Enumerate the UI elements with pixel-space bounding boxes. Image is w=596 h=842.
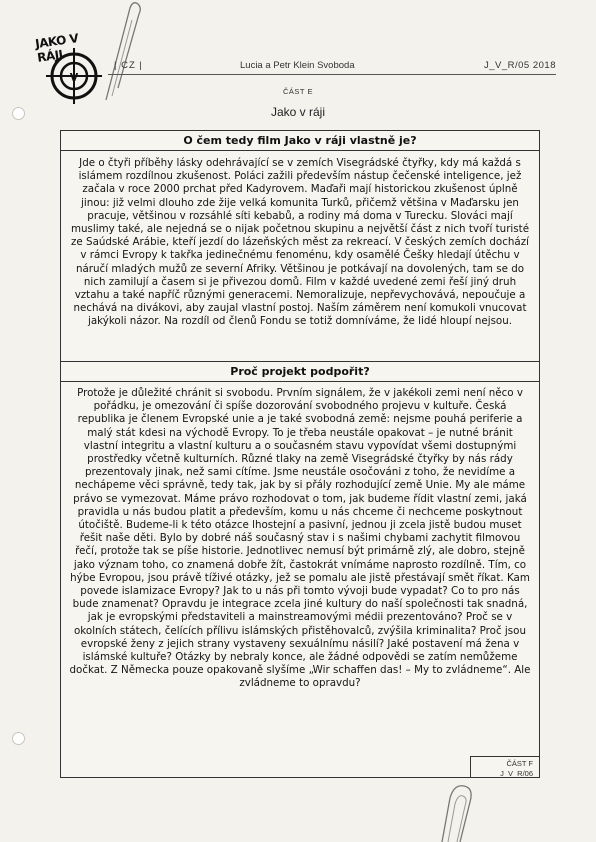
- language-tag: | CZ |: [114, 60, 143, 71]
- paper-clip-bottom-icon: [430, 780, 480, 842]
- section1-body: Jde o čtyři příběhy lásky odehrávající se v zemích Visegrádské čtyřky, kdy má každá s islámem rozdílnou zkušenost. Poláci zažili především nástup čečenské inteligence, jež začala v roce 2000 prchat před Kadyrovem. Maďaři mají historickou zkušenost úplně jinou: již velmi dlouho zde žije velká komunita Turků, přičemž většina v Maďarsku jen pracuje, většinou v rozsáhlé síti kebabů, a rodiny má doma v Turecku. Slováci mají muslimy také, ale nejedná se o nijak početnou skupinu a největší část z nich tvoří turisté ze Saúdské Arábie, kteří jezdí do lázeňských měst za rekreací. V českých zemích dochází v rámci Evropy k takřka jedinečnému fenoménu, kdy osamělé Češky hledají útěchu v náručí mladých mužů ze severní Afriky. Většinou je potkávají na dovolených, tam se do nich zamilují a časem si je přivezou domů. Film v každé uvedené zemi řeší jiný druh vztahu a také napříč různými generacemi. Nemoralizuje, nepřevychovává, nepoučuje a nechává na divákovi, aby zaujal vlastní postoj. Naším záměrem není komukoli vnucovat jakýkoli názor. Na rozdíl od členů Fondu se totiž domníváme, že lidé hloupí nejsou.: [61, 151, 539, 362]
- logo-title: JAKO V RÁJI: [34, 31, 80, 65]
- next-part-label: ČÁST F: [506, 759, 533, 768]
- section2-body: Protože je důležité chránit si svobodu. Prvním signálem, že v jakékoli zemi není něco v pořádku, je omezování či spíše dozorování svobodného projevu v kultuře. Česká republika je členem Evropské unie a je také svobodná země: nejsme pouhá periferie a malý stát kdesi na východě Evropy. To je třeba neustále opakovat – je nutné bránit vlastní integritu a vlastní kulturu a o současném stavu vypovídat všemi dostupnými prostředky včetně kulturních. Různé tlaky na země Visegrádské čtyřky by nás rády prezentovaly jinak, než sami cítíme. Jsme neustále osočováni z toho, že nevidíme a nechápeme věci správně, tedy tak, jak by si přály rozhodující země Unie. My ale máme právo se vymezovat. Máme právo rozhodovat o tom, jak budeme řídit vlastní zemi, jaká pravidla u nás budou platit a především, komu u nás chceme či nechceme poskytnout útočiště. Budeme-li k této otázce lhostejní a pasivní, jednou ji zcela jistě budou muset řešit naše děti. Bylo by dobré náš současný stav i s našimi chybami zachytit filmovou řečí, protože tak se píše historie. Jednotlivec nemusí být primárně zlý, ale dobro, stejně jako význam toho, co znamená dobře žít, častokrát vnímáme naprosto rozdílně. Tím, co hýbe Evropou, jsou právě tíživé otázky, jež se pomalu ale jistě přestávají smět říkat. Kam povede islamizace Evropy? Jak to u nás při tomto vývoji bude vypadat? Co to pro nás bude znamenat? Opravdu je integrace zcela jiné kultury do naší společnosti tak snadná, jak je evropskými představiteli a mainstreamovými médii prezentováno? Proč se v okolních státech, čelících přílivu islámských přistěhovalců, zvýšila kriminalita? Proč jsou evropské ženy z jejich strany vystaveny sexuálnímu násilí? Jaké postavení má žena v islámské kultuře? Otázky by nebraly konce, ale žádné odpovědi se zatím nemůžeme dočkat. Z Německa pouze opakovaně slyšíme „Wir schaffen das! – My to zvládneme“. Ale zvládneme to opravdu?: [69, 387, 531, 690]
- next-part-code: J_V_R/06: [500, 768, 533, 778]
- next-part-box: [470, 756, 540, 778]
- section2-title: Proč projekt podpořit?: [61, 362, 539, 382]
- page-header: [108, 58, 556, 74]
- document-code: J_V_R/05 2018: [484, 60, 556, 71]
- part-title: Jako v ráji: [270, 105, 326, 119]
- svg-text:V: V: [69, 71, 79, 84]
- content-box: [60, 130, 540, 778]
- part-label: ČÁST E: [283, 87, 313, 96]
- section1-title: O čem tedy film Jako v ráji vlastně je?: [61, 131, 539, 151]
- header-divider: [108, 74, 556, 75]
- punch-hole-bottom: [12, 732, 25, 745]
- authors: Lucia a Petr Klein Svoboda: [240, 60, 355, 71]
